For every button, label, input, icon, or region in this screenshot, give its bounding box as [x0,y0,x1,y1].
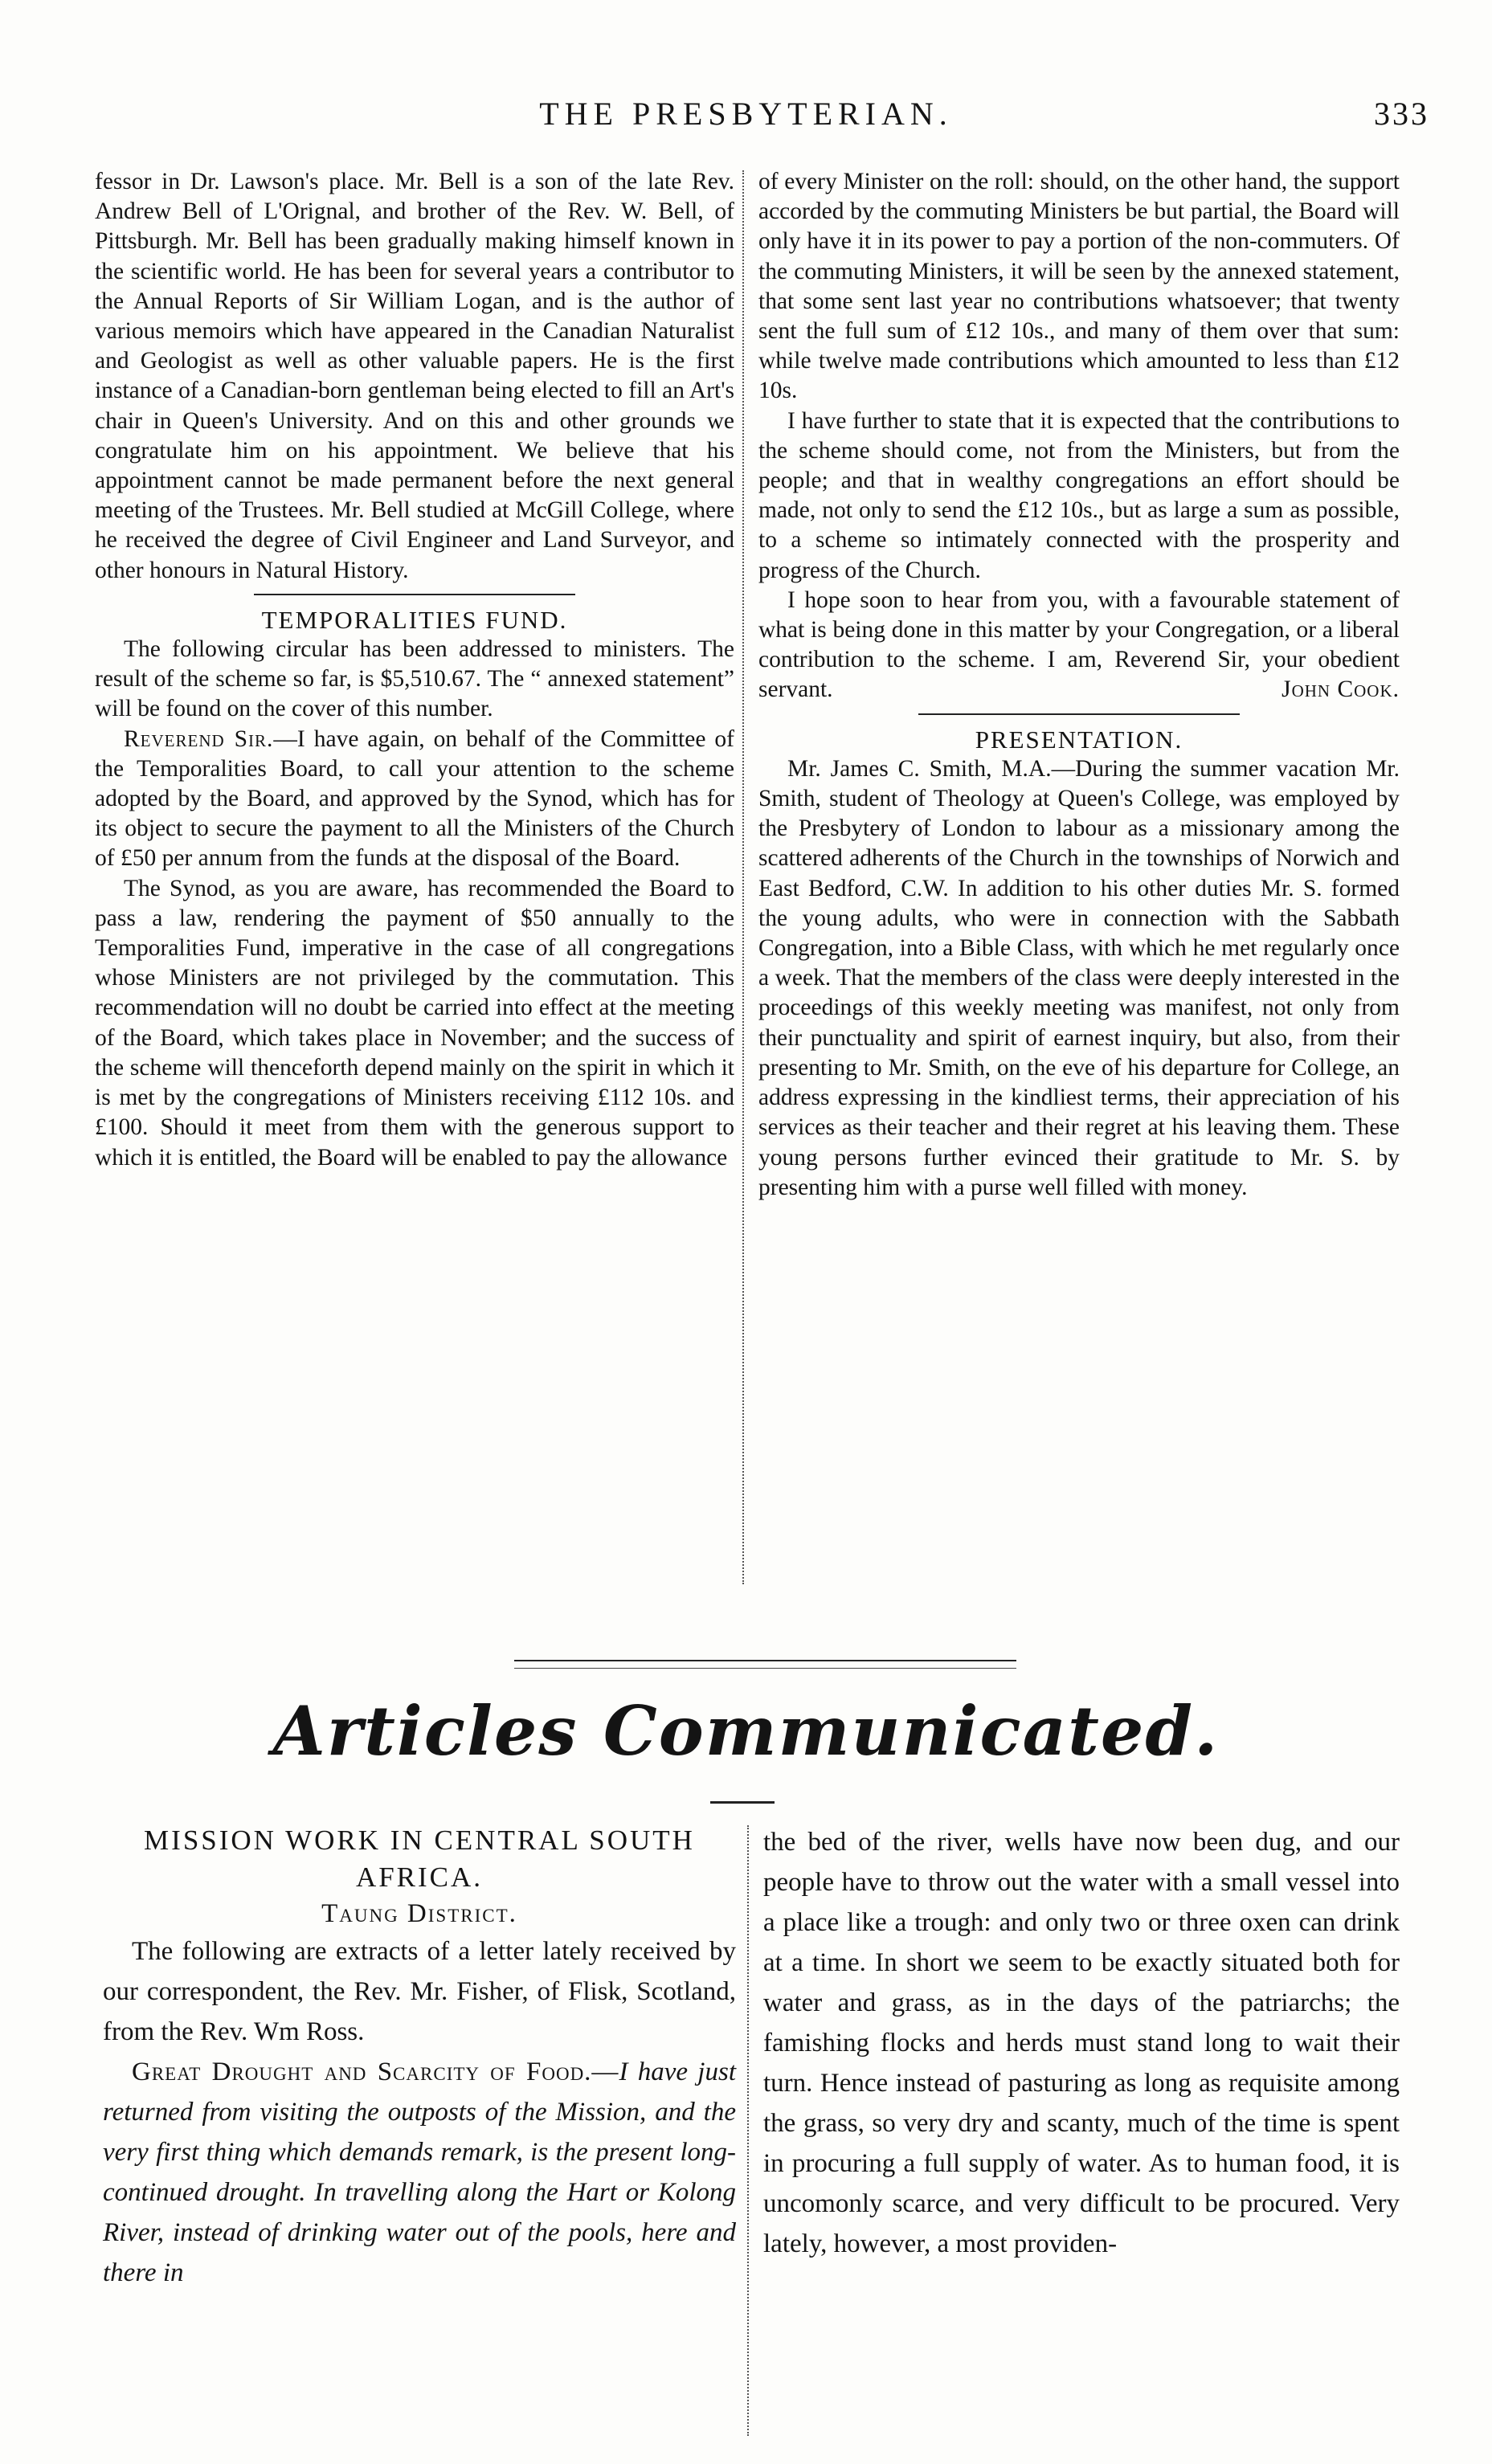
mission-article-title: MISSION WORK IN CENTRAL SOUTH AFRICA. [144,1825,695,1893]
top-left-column [95,167,734,1173]
circular-continuation: of every Minister on the roll: should, on the other hand, the support accorded by the commuting Ministers be but partial, the Board will only have it in its power to pay a portion of the non-commuters. Of the commuting Ministers, it will be seen by the annexed statement, that some sent last year no contributions whatsoever; that twenty sent the full sum of £12 10s., and many of them over that sum: while twelve made contributions which amounted to less than £12 10s. [758,169,1400,404]
circular-p1-text: —I have again, on behalf of the Committee of the Temporalities Board, to call your attention to the scheme adopted by the Board, and approved by the Synod, which has for its object to secure the payment to all the Ministers of the Church of £50 per annum from the funds at the disposal of the Board. [95,725,734,872]
bottom-left-column [103,1822,736,2293]
temporalities-heading: TEMPORALITIES FUND. [261,605,568,634]
running-title: THE PRESBYTERIAN. [539,96,953,132]
bell-paragraph: fessor in Dr. Lawson's place. Mr. Bell is a son of the late Rev. Andrew Bell of L'Orignal, and brother of the Rev. W. Bell, of Pittsburgh. Mr. Bell has been gradually making himself known in the scientific world. He has been for several years a contributor to the Annual Reports of Sir William Logan, and is the author of various memoirs which have appeared in the Canadian Naturalist and Geologist as well as other valuable papers. He is the first instance of a Canadian-born gentleman being elected to fill an Art's chair in Queen's University. And on this and other grounds we congratulate him on his appointment. We believe that his appointment cannot be made permanent before the next general meeting of the Trustees. Mr. Bell studied at McGill College, where he received the degree of Civil Engineer and Land Surveyor, and other honours in Natural History. [95,169,734,583]
title-underbar [710,1801,775,1804]
page-number: 333 [1374,96,1429,132]
drought-heading: Great Drought and Scarcity of Food.— [132,2057,619,2086]
circular-paragraph-3: I have further to state that it is expected that the contributions to the scheme should come, not from the Ministers, but from the people; and that in wealthy congregations an effort should be made, not only to send the £12 10s., but as large a sum as possible, to a scheme so intimately connected with the prosperity and progress of the Church. [758,407,1400,583]
mission-intro: The following are extracts of a letter lately received by our correspondent, the Rev. Mr. Fisher, of Flisk, Scotland, from the Rev. Wm Ross. [103,1937,736,2046]
mission-continuation: the bed of the river, wells have now been dug, and our people have to throw out the water with a small vessel into a place like a trough: and only two or three oxen can drink at a time. In short we seem to be exactly situated both for water and grass, as in the days of the patriarchs; the famishing flocks and herds must stand long to wait their turn. Hence instead of pasturing as long as requisite among the grass, so very dry and scanty, much of the time is spent in procuring a full supply of water. As to human food, it is uncomonly scarce, and very difficult to be procured. Very lately, however, a most providen- [763,1828,1400,2258]
circular-p4-text: I hope soon to hear from you, with a favourable statement of what is being done in this matter by your Congregation, or a liberal contribution to the scheme. I am, Reverend Sir, your obedient servant. [758,586,1400,703]
circular-signature: John Cook. [1281,676,1400,703]
temporalities-intro: The following circular has been addressed to ministers. The result of the scheme so far, is $5,510.67. The “ annexed statement” will be found on the cover of this number. [95,636,734,722]
section-rule [254,594,575,595]
drought-paragraph [103,2052,736,2293]
mission-article-subtitle: Taung District. [321,1899,517,1928]
bottom-right-column [763,1822,1400,2264]
drought-text: I have just returned from visiting the outposts of the Mission, and the very first thing which demands remark, is the present long-continued drought. In travelling along the Hart or Kolong River, instead of drinking water out of the pools, here and there in [103,2057,736,2287]
presentation-heading: PRESENTATION. [975,725,1183,754]
top-right-column [758,167,1400,1203]
circular-salutation: Reverend Sir. [124,725,274,752]
presentation-paragraph: Mr. James C. Smith, M.A.—During the summer vacation Mr. Smith, student of Theology at Queen's College, was employed by the Presbytery of London to labour as a missionary among the scattered adherents of the Church in the townships of Norwich and East Bedford, C.W. In addition to his other duties Mr. S. formed the young adults, who were in connection with the Sabbath Congregation, into a Bible Class, with which he met regularly once a week. That the members of the class were deeply interested in the proceedings of this weekly meeting was manifest, not only from their punctuality and spirit of earnest inquiry, but also, from their presenting to Mr. Smith, on the eve of his departure for College, an address expressing in the kindliest terms, their appreciation of his services as their teacher and their regret at his leaving them. These young persons further evinced their gratitude to Mr. S. by presenting him with a purse well filled with money. [758,755,1400,1200]
circular-paragraph-4 [758,586,1400,705]
articles-section-title: Articles Communicated. [272,1691,1220,1771]
column-divider [747,1825,749,2436]
double-rule [514,1660,1016,1669]
circular-paragraph-1 [95,725,734,874]
running-head [0,95,1492,143]
circular-paragraph-2: The Synod, as you are aware, has recommended the Board to pass a law, rendering the payment of $50 annually to the Temporalities Fund, imperative in the case of all congregations whose Ministers are not privileged by the commutation. This recommendation will no doubt be carried into effect at the meeting of the Board, which takes place in November; and the success of the scheme will thenceforth depend mainly on the spirit in which it is met by the congregations of Ministers receiving £112 10s. and £100. Should it meet from them with the generous support to which it is entitled, the Board will be enabled to pay the allowance [95,875,734,1171]
section-rule [918,713,1240,715]
column-divider [742,170,744,1584]
